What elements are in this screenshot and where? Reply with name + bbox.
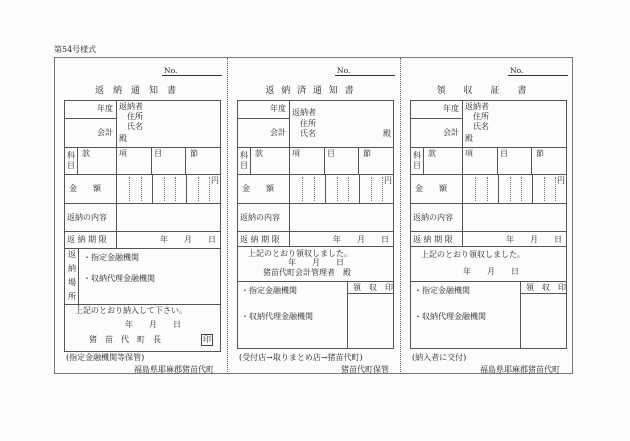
- setsu-cell[interactable]: 節: [363, 149, 371, 158]
- received-block: 上記のとおり領収しました。 年 月 日: [410, 247, 567, 282]
- deadline-row[interactable]: 返 納 期 限 年 月 日: [411, 231, 566, 247]
- fiscal-year-cell[interactable]: 年度: [65, 101, 117, 119]
- fiscal-year-cell[interactable]: 年度: [411, 101, 463, 119]
- content-row[interactable]: 返納の内容: [65, 203, 220, 231]
- keeper: 猪苗代町保管: [341, 365, 389, 374]
- bank-block: [237, 282, 394, 349]
- bank-block: [410, 282, 567, 349]
- kan-cell[interactable]: 款: [78, 148, 117, 174]
- panel-title: 領 収 証 書: [436, 86, 527, 96]
- payee-cell[interactable]: 返納者 住所 氏名 殿: [292, 108, 391, 138]
- account-cell[interactable]: 会計: [411, 119, 463, 147]
- designated-bank-option[interactable]: ・指定金融機関: [414, 286, 470, 295]
- delivery-note: (納入者に交付): [412, 353, 467, 362]
- subject-row: 科目 款 項 目 節: [65, 147, 220, 174]
- receipt-seal-box[interactable]: 領 収 印: [347, 282, 394, 348]
- treasurer: 猪苗代町会計管理者 殿: [263, 268, 351, 277]
- designated-bank-option[interactable]: ・指定金融機関: [83, 253, 139, 262]
- account-cell[interactable]: 会計: [238, 119, 290, 147]
- panel-receipt: [400, 57, 573, 374]
- payment-place-row: 返 納 場 所 ・指定金融機関 ・収納代理金融機関: [65, 248, 220, 306]
- account-cell[interactable]: 会計: [65, 119, 117, 147]
- subject-row: 科目 款 項 目 節: [411, 147, 566, 174]
- designated-bank-option[interactable]: ・指定金融機関: [241, 286, 297, 295]
- panel-title: 返 納 済 通 知 書: [265, 86, 354, 96]
- agent-bank-option[interactable]: ・収納代理金融機関: [83, 274, 155, 283]
- amount-row[interactable]: 金 額 円: [238, 174, 393, 203]
- storage-note: (指定金融機関等保管): [66, 353, 145, 362]
- kou-cell[interactable]: 項: [463, 148, 498, 174]
- mayor-name: 猪 苗 代 町 長: [89, 335, 161, 344]
- agent-bank-option[interactable]: ・収納代理金融機関: [241, 312, 313, 321]
- panel-title: 返 納 通 知 書: [94, 86, 176, 96]
- moku-cell[interactable]: 目: [152, 148, 186, 174]
- kan-cell[interactable]: 款: [251, 148, 290, 174]
- kou-cell[interactable]: 項: [290, 148, 325, 174]
- moku-cell[interactable]: 目: [498, 148, 532, 174]
- issuer: 福島県耶麻郡猪苗代町: [134, 365, 214, 374]
- details-table: [237, 100, 394, 247]
- amount-row[interactable]: 金 額 円: [411, 174, 566, 203]
- issuer: 福島県耶麻郡猪苗代町: [480, 365, 560, 374]
- payee-cell[interactable]: 返納者 住所 氏名 殿: [465, 102, 489, 143]
- content-row[interactable]: 返納の内容: [411, 203, 566, 231]
- content-row[interactable]: 返納の内容: [238, 203, 393, 231]
- number-field[interactable]: No.: [335, 66, 395, 76]
- receipt-seal-box[interactable]: 領 収 印: [520, 282, 567, 348]
- kan-cell[interactable]: 款: [424, 148, 463, 174]
- kou-cell[interactable]: 項: [117, 148, 152, 174]
- deadline-row[interactable]: 返 納 期 限 年 月 日: [238, 231, 393, 247]
- subject-row: 科目 款 項 目 節: [238, 147, 393, 174]
- seal-mark: 印: [203, 335, 211, 344]
- amount-row[interactable]: 金 額 円: [65, 174, 220, 203]
- setsu-cell[interactable]: 節: [536, 149, 544, 158]
- deadline-row[interactable]: 返 納 期 限 年 月 日: [65, 231, 220, 248]
- details-table: [64, 100, 221, 305]
- number-field[interactable]: No.: [162, 66, 222, 76]
- moku-cell[interactable]: 目: [325, 148, 359, 174]
- details-table: [410, 100, 567, 247]
- panel-refund-completed-notice: [227, 57, 400, 374]
- fiscal-year-cell[interactable]: 年度: [238, 101, 290, 119]
- payee-cell[interactable]: 返納者 住所 氏名 殿: [119, 102, 143, 143]
- received-block: 上記のとおり領収しました。 年 月 日 猪苗代町会計管理者 殿: [237, 247, 394, 282]
- agent-bank-option[interactable]: ・収納代理金融機関: [414, 312, 486, 321]
- setsu-cell[interactable]: 節: [190, 149, 198, 158]
- form-number: 第54号様式: [54, 45, 97, 54]
- request-block: 上記のとおり納入して下さい。 年 月 日 猪 苗 代 町 長 印: [64, 304, 221, 352]
- panel-refund-notice: [54, 57, 227, 374]
- routing-note: (受付店→取りまとめ店→猪苗代町): [239, 353, 363, 362]
- number-field[interactable]: No.: [508, 66, 568, 76]
